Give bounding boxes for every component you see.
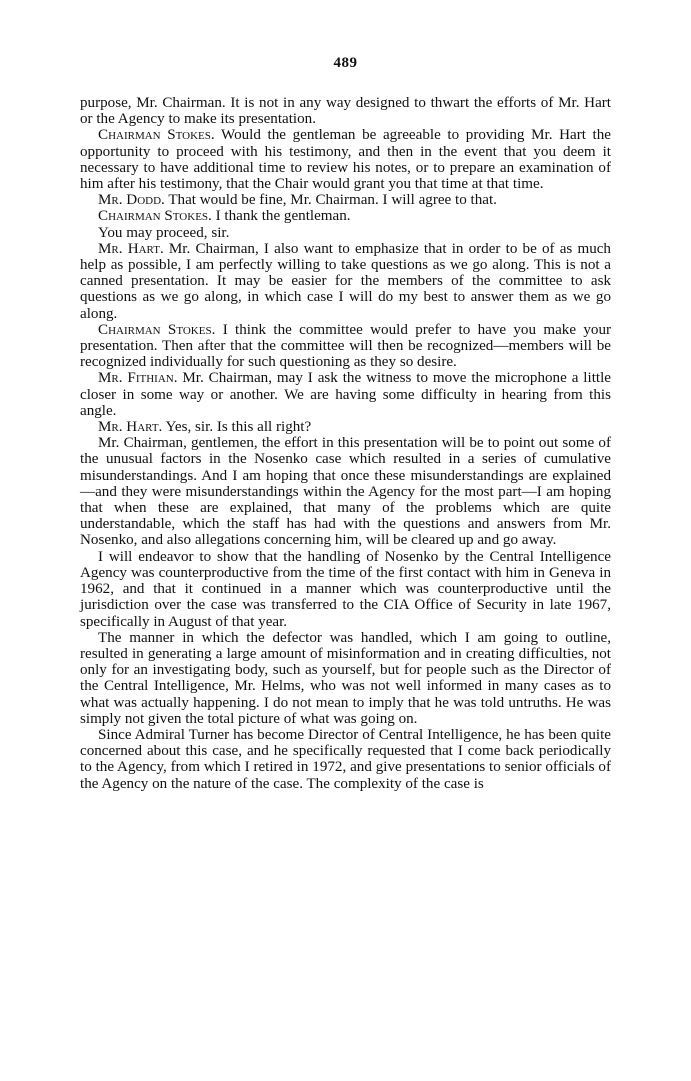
paragraph-text: The manner in which the defector was handled, which I am going to outline, resulted in generating a large amount of misinformation and in creating difficulties, not only for an investigating body, such as yourself, but for people such as the Director of the Central Intelligence, Mr. Helms, who was not well informed in many cases as to what was actually happening. I do not mean to imply that he was told untruths. He was simply not given the total picture of what was going on. [80, 629, 611, 727]
page-number: 489 [333, 55, 358, 71]
paragraph-5 [80, 225, 611, 241]
speaker-name: Chairman Stokes. [98, 127, 215, 144]
speaker-name: Mr. Dodd. [98, 192, 165, 209]
paragraph-2 [80, 127, 611, 192]
paragraph-text: That would be fine, Mr. Chairman. I will agree to that. [168, 192, 497, 209]
paragraph-text: Would the gentleman be agreeable to providing Mr. Hart the opportunity to proceed with his testimony, and then in the event that you deem it necessary to have additional time to review his notes, or to prepare an examination of him after his testimony, that the Chair would grant you that time at that time. [80, 127, 611, 193]
speaker-name: Mr. Hart. [98, 419, 163, 436]
paragraph-text: I thank the gentleman. [215, 208, 351, 225]
paragraph-3 [80, 192, 611, 208]
paragraph-7 [80, 322, 611, 371]
paragraph-text: Since Admiral Turner has become Director of Central Intelligence, he has been quite concerned about this case, and he specifically requested that I come back periodically to the Agency, from which I retired in 1972, and give presentations to senior officials of the Agency on the nature of the case. The complexity of the case is [80, 726, 611, 792]
paragraph-10 [80, 435, 611, 548]
paragraph-12 [80, 630, 611, 727]
speaker-name: Chairman Stokes. [98, 208, 212, 225]
paragraph-text: You may proceed, sir. [98, 224, 230, 241]
speaker-name: Mr. Hart. [98, 240, 164, 257]
paragraph-text: Mr. Chairman, gentlemen, the effort in this presentation will be to point out some of the unusual factors in the Nosenko case which resulted in a series of cumulative misunderstandings. And I am hoping that once these misunderstandings are explained—and they were misunderstandings within the Agency for the most part—I am hoping that when these are explained, that many of the problems which are quite understandable, which the staff has had with the questions and answers from Mr. Nosenko, and also allegations concerning him, will be cleared up and go away. [80, 435, 611, 549]
transcript-body [80, 95, 611, 792]
paragraph-text: Mr. Chairman, may I ask the witness to move the microphone a little closer in some way or another. We are having some difficulty in hearing from this angle. [80, 370, 611, 419]
paragraph-text: I think the committee would prefer to have you make your presentation. Then after that the committee will then be recognized—members will be recognized individually for such questioning as they so desire. [80, 321, 612, 371]
paragraph-13 [80, 727, 611, 792]
paragraph-4 [80, 208, 611, 224]
paragraph-text: Mr. Chairman, I also want to emphasize that in order to be of as much help as possible, I am perfectly willing to take questions as we go along. This is not a canned presentation. It may be easier for the members of the committee to ask questions as we go along, in which case I will do my best to answer them as we go along. [80, 240, 611, 322]
paragraph-8 [80, 370, 611, 419]
paragraph-1 [80, 95, 611, 127]
speaker-name: Chairman Stokes. [98, 321, 216, 338]
paragraph-text: I will endeavor to show that the handling of Nosenko by the Central Intelligence Agency was counterproductive from the time of the first contact with him in Geneva in 1962, and that it continued in a manner which was counterproductive until the jurisdiction over the case was transferred to the CIA Office of Security in late 1967, specifically in August of that year. [80, 548, 611, 630]
paragraph-text: purpose, Mr. Chairman. It is not in any way designed to thwart the efforts of Mr. Hart or the Agency to make its presentation. [80, 95, 611, 128]
paragraph-9 [80, 419, 611, 435]
speaker-name: Mr. Fithian. [98, 370, 178, 387]
paragraph-6 [80, 241, 611, 322]
paragraph-text: Yes, sir. Is this all right? [165, 419, 312, 436]
paragraph-11 [80, 549, 611, 630]
